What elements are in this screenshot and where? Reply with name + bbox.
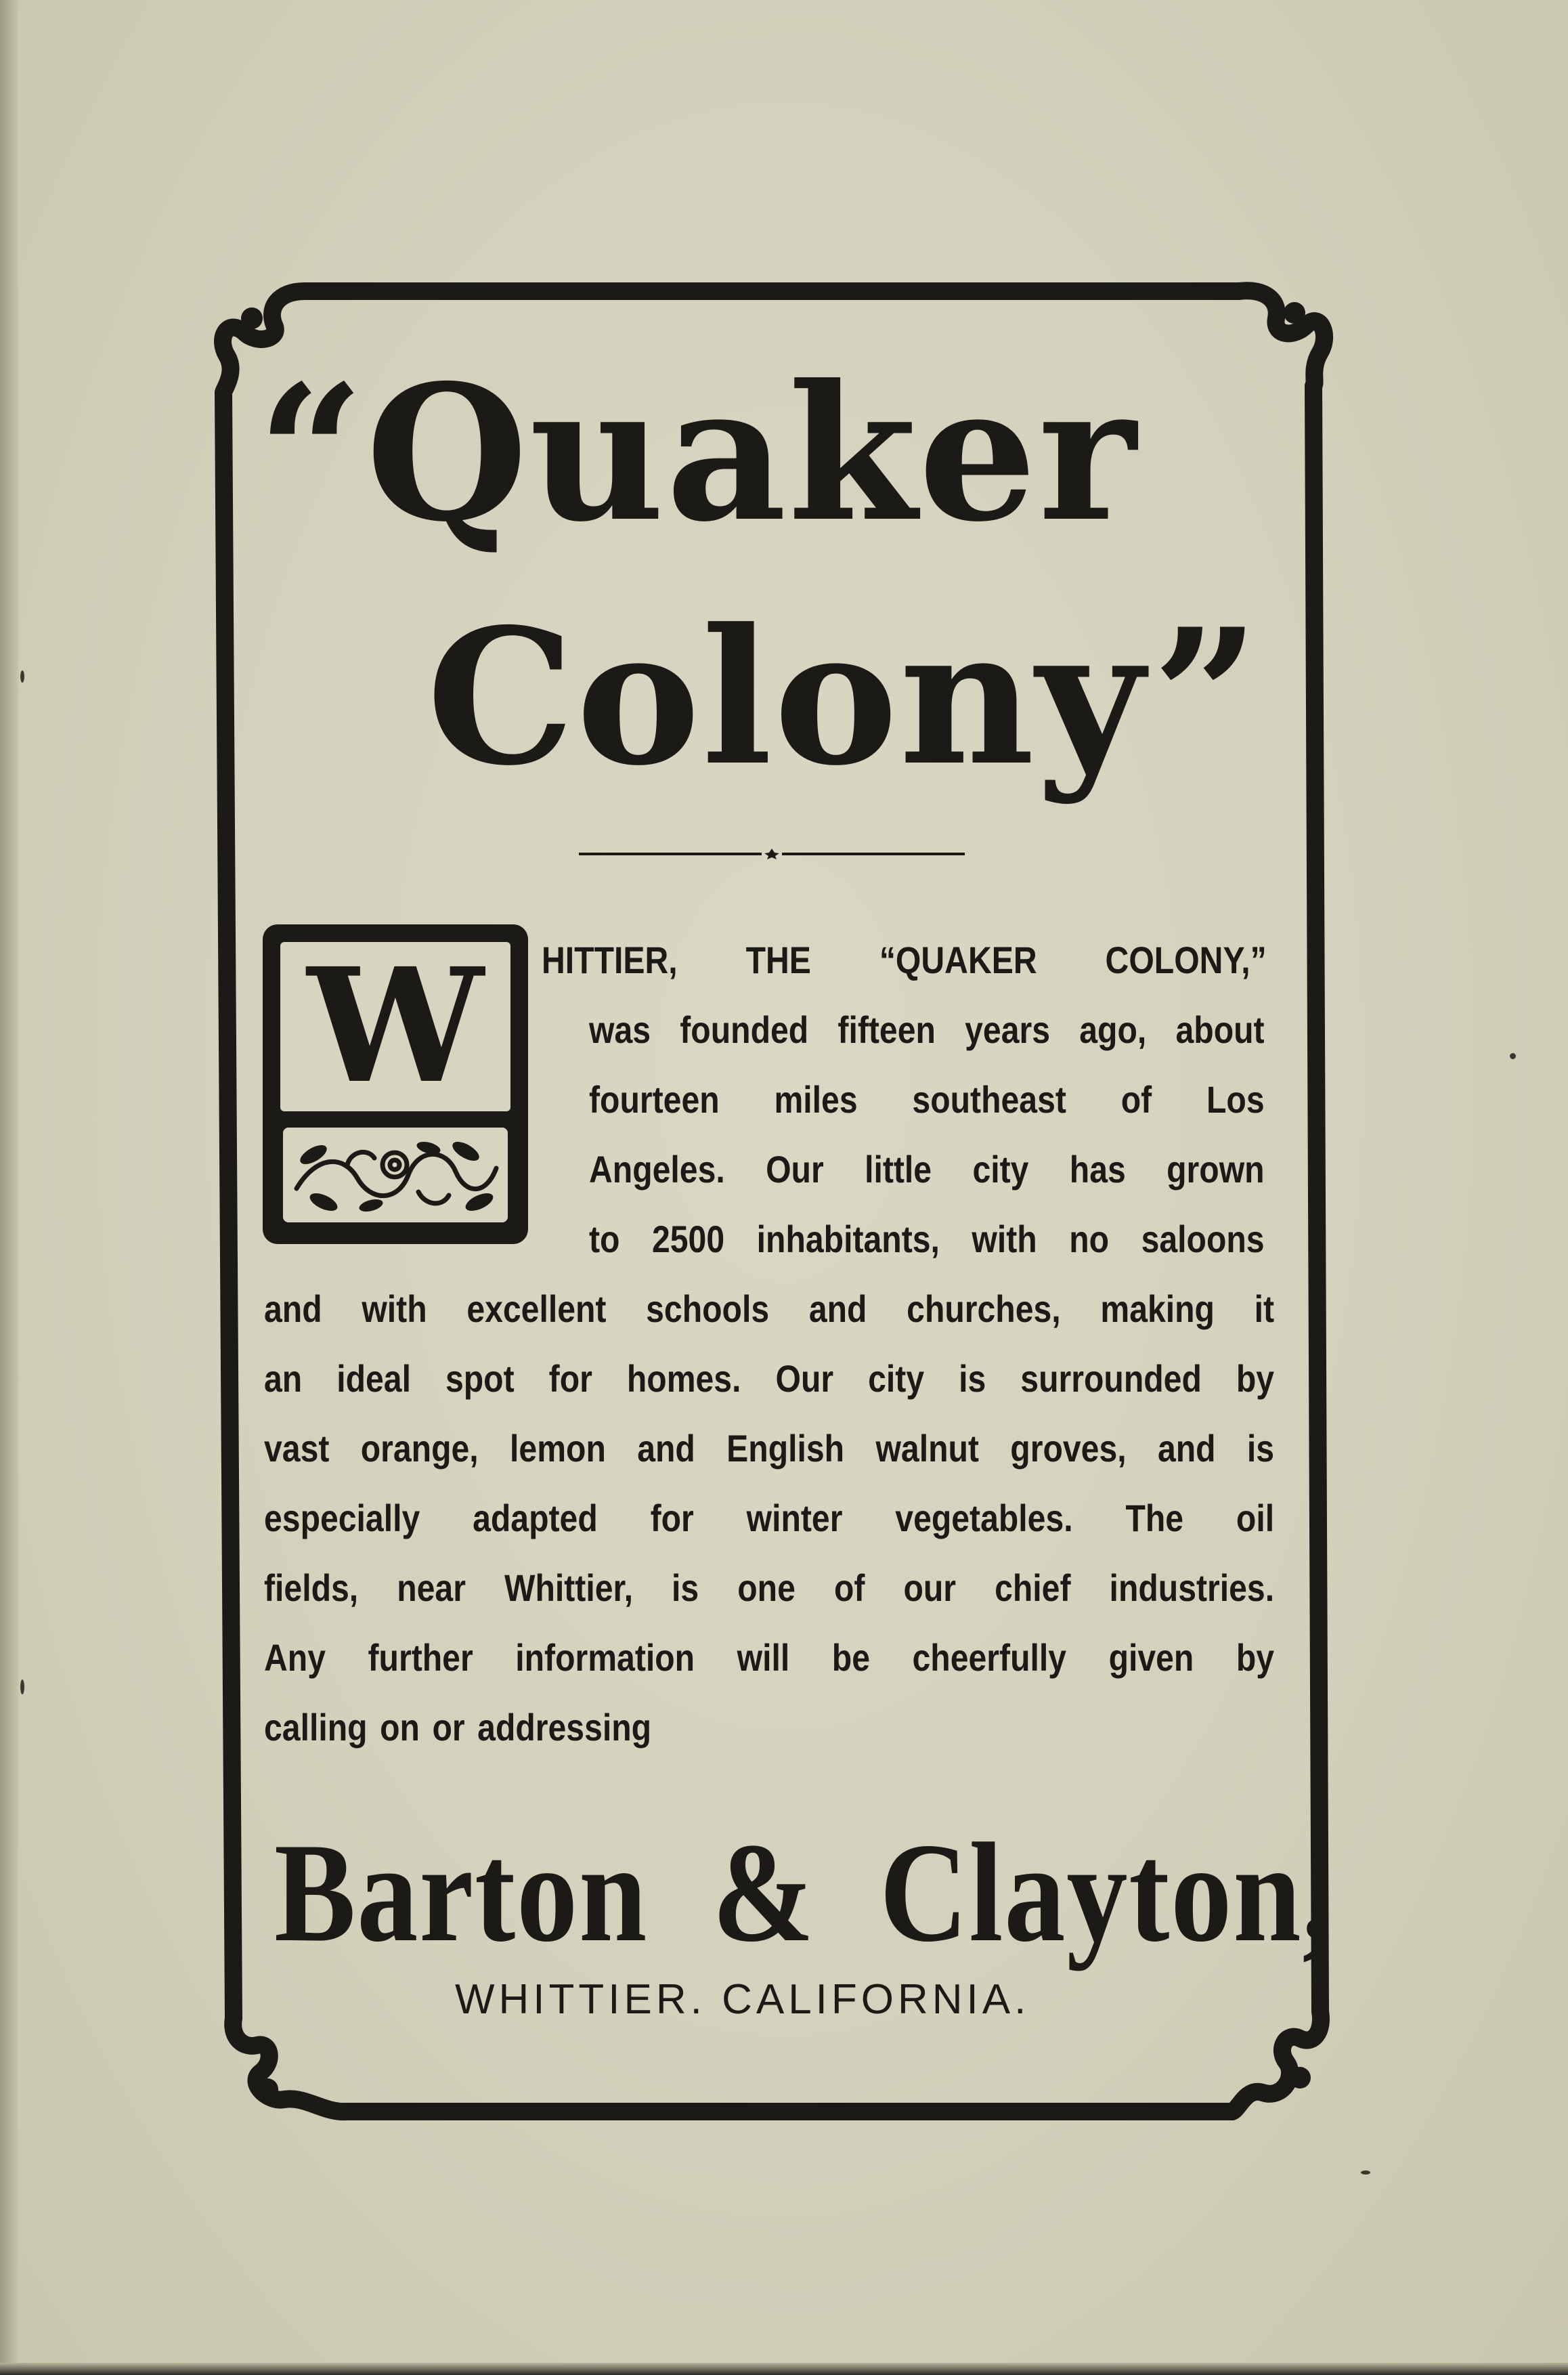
page-spine-shadow: [0, 0, 19, 2375]
paper-speck: [1510, 1053, 1516, 1059]
body-line-9: especially adapted for winter vegetables. The oil: [264, 1497, 1275, 1539]
body-line-6: and with excellent schools and churches, making it: [264, 1287, 1275, 1330]
body-line-7: an ideal spot for homes. Our city is surrounded by: [264, 1357, 1275, 1400]
headline-line-1: “Quaker: [257, 344, 1138, 563]
headline-line-2: Colony”: [427, 588, 1261, 807]
body-line-11: Any further information will be cheerfully given by: [264, 1636, 1275, 1679]
page-bottom-edge: [0, 2363, 1568, 2375]
body-line-1: HITTIER, THE “QUAKER COLONY,”: [542, 939, 1267, 981]
body-line-2: was founded fifteen years ago, about: [589, 1008, 1265, 1051]
star-divider: [579, 849, 965, 859]
paper-speck: [20, 1679, 24, 1694]
body-line-3: fourteen miles southeast of Los: [589, 1078, 1265, 1121]
body-line-10: fields, near Whittier, is one of our chief industries.: [264, 1566, 1275, 1609]
body-line-4: Angeles. Our little city has grown: [589, 1148, 1265, 1191]
body-line-5: to 2500 inhabitants, with no saloons: [589, 1218, 1265, 1260]
drop-cap-letter: W: [280, 942, 510, 1111]
floral-ornament-icon: [283, 1128, 508, 1222]
paper-speck: [1361, 2170, 1370, 2175]
drop-cap: [263, 924, 528, 1244]
paper-speck: [20, 670, 24, 683]
body-line-12: calling on or addressing: [264, 1706, 652, 1749]
body-line-8: vast orange, lemon and English walnut groves, and is: [264, 1427, 1275, 1470]
advertiser-name: Barton & Clayton,: [274, 1814, 1334, 1971]
advertiser-location: WHITTIER. CALIFORNIA.: [455, 1976, 1030, 2023]
